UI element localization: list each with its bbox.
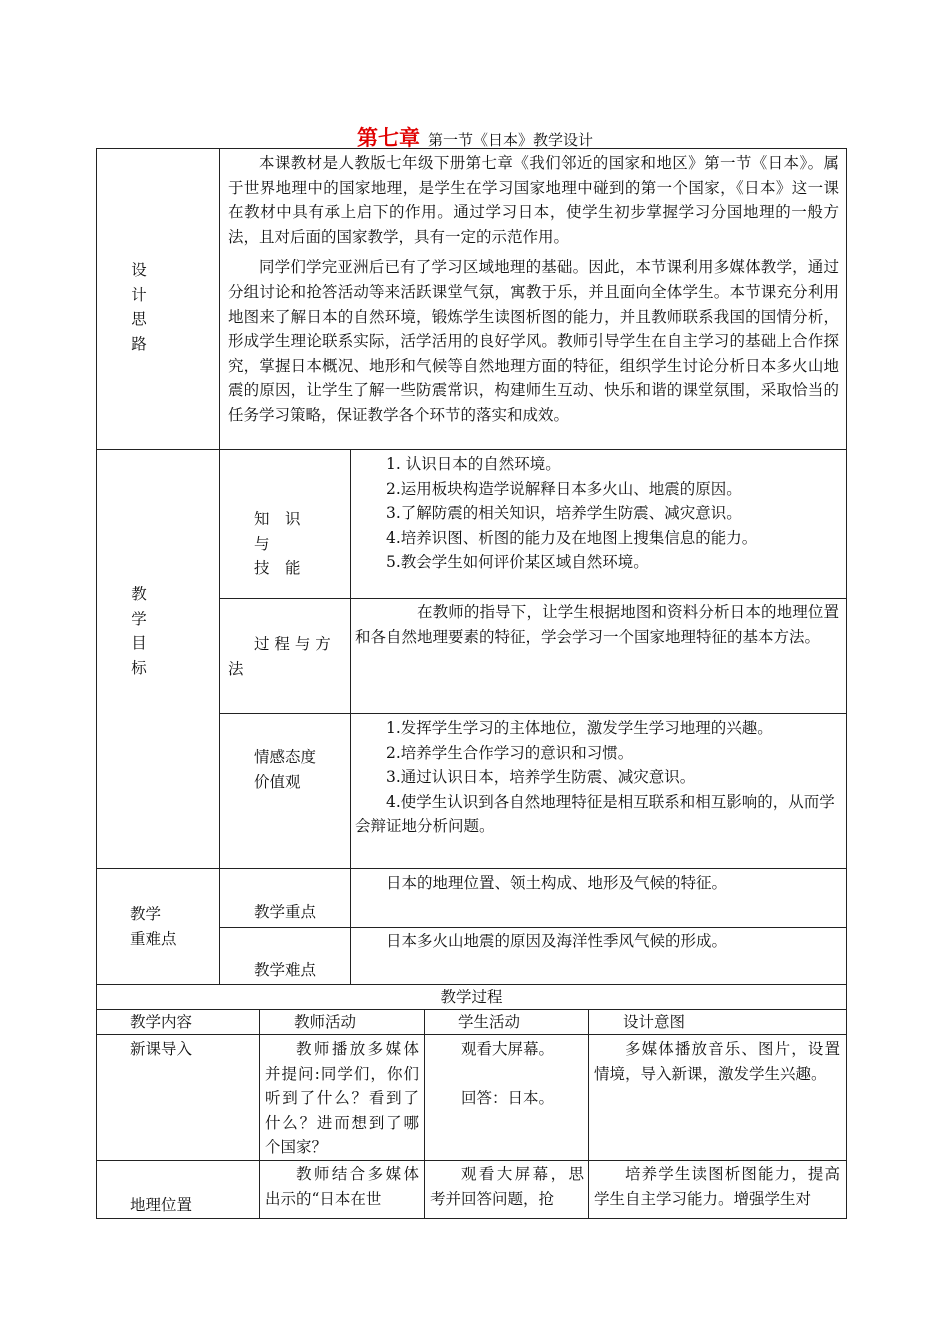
header-intent: 设计意图: [623, 1013, 686, 1031]
process-method-text: 在教师的指导下，让学生根据地图和资料分析日本的地理位置和各自然地理要素的特征，学会学习一个国家地理特征的基本方法。: [355, 603, 839, 646]
row1-student: 观看大屏幕。 回答：日本。: [461, 1040, 555, 1107]
divider-goals-keypoints: [96, 868, 847, 869]
list-item: 5.教会学生如何评价某区域自然环境。: [386, 553, 649, 572]
list-item: 4.使学生认识到各自然地理特征是相互联系和相互影响的，从而学会辩证地分析问题。: [355, 792, 835, 836]
header-student: 学生活动: [458, 1013, 521, 1031]
row2-intent: 培养学生读图析图能力，提高学生自主学习能力。增强学生对: [594, 1165, 840, 1208]
list-item: 2.培养学生合作学习的意识和习惯。: [386, 743, 634, 762]
list-item: 3.通过认识日本，培养学生防震、减灾意识。: [386, 768, 696, 787]
row1-content: 新课导入: [130, 1040, 193, 1058]
knowledge-skill-list: [355, 452, 839, 575]
row2-teacher: 教师结合多媒体出示的“日本在世: [265, 1165, 419, 1208]
keypoints-label: 教学 重难点: [130, 905, 177, 948]
list-item: 3.了解防震的相关知识，培养学生防震、减灾意识。: [386, 504, 742, 523]
list-item: 4.培养识图、析图的能力及在地图上搜集信息的能力。: [386, 528, 758, 547]
divider-process-row1: [96, 1160, 847, 1161]
divider-design-goals: [96, 449, 847, 450]
divider-process-col2: [424, 1009, 425, 1219]
design-paragraph: 同学们学完亚洲后已有了学习区域地理的基础。因此，本节课利用多媒体教学，通过分组讨论和抢答活动等来活跃课堂气氛，寓教于乐，并且面向全体学生。本节课充分利用地图来了解日本的自然环境，锻炼学生读图析图的能力，并且教师联系我国的国情分析，形成学生理论联系实际，活学活用的良好学风。教师引导学生在自主学习的基础上合作探究，掌握日本概况、地形和气候等自然地理方面的特征，组织学生讨论分析日本多火山地震的原因，让学生了解一些防震常识，构建师生互动、快乐和谐的课堂氛围，采取恰当的任务学习策略，保证教学各个环节的落实和成效。: [228, 258, 839, 424]
divider-process-col1: [259, 1009, 260, 1219]
process-table-title: 教学过程: [440, 988, 503, 1006]
design-paragraph: 本课教材是人教版七年级下册第七章《我们邻近的国家和地区》第一节《日本》。属于世界地理中的国家地理，是学生在学习国家地理中碰到的第一个国家，《日本》这一课在教材中具有承上启下的作用。通过学习日本，使学生初步掌握学习分国地理的一般方法，且对后面的国家教学，具有一定的示范作用。: [228, 154, 839, 246]
divider-process-emotion: [219, 713, 847, 714]
design-label: 设 计 思 路: [131, 261, 147, 353]
divider-focus-difficulty: [219, 927, 847, 928]
row2-content: 地理位置: [130, 1196, 193, 1214]
focus-label: 教学重点: [254, 903, 317, 921]
row1-intent: 多媒体播放音乐、图片，设置情境，导入新课，激发学生兴趣。: [594, 1040, 840, 1083]
process-method-label: 过 程 与 方 法: [228, 635, 331, 678]
design-text: [228, 151, 839, 428]
difficulty-text: 日本多火山地震的原因及海洋性季风气候的形成。: [386, 932, 728, 950]
list-item: 2.运用板块构造学说解释日本多火山、地震的原因。: [386, 479, 742, 498]
goals-label: 教 学 目 标: [131, 585, 147, 677]
divider-sublabel-column: [350, 449, 351, 984]
section-subtitle: 第一节《日本》教学设计: [427, 131, 593, 149]
emotion-value-list: [355, 716, 839, 839]
divider-label-column: [219, 148, 220, 984]
list-item: 1. 认识日本的自然环境。: [386, 455, 561, 473]
divider-knowledge-process: [219, 598, 847, 599]
divider-process-col3: [588, 1009, 589, 1219]
row2-student: 观看大屏幕，思考并回答问题，抢: [430, 1165, 584, 1208]
header-teacher: 教师活动: [294, 1013, 357, 1031]
focus-text: 日本的地理位置、领土构成、地形及气候的特征。: [386, 874, 728, 892]
emotion-value-label: 情感态度 价值观: [254, 748, 317, 791]
row1-teacher: 教师播放多媒体并提问:同学们，你们听到了什么？看到了什么？进而想到了哪个国家？: [265, 1040, 419, 1157]
difficulty-label: 教学难点: [254, 961, 317, 979]
divider-keypoints-process: [96, 984, 847, 985]
header-content: 教学内容: [130, 1013, 193, 1031]
knowledge-skill-label: 知 识 与 技 能: [254, 510, 301, 578]
chapter-title: 第七章: [356, 125, 420, 150]
list-item: 1.发挥学生学习的主体地位，激发学生学习地理的兴趣。: [386, 719, 773, 737]
